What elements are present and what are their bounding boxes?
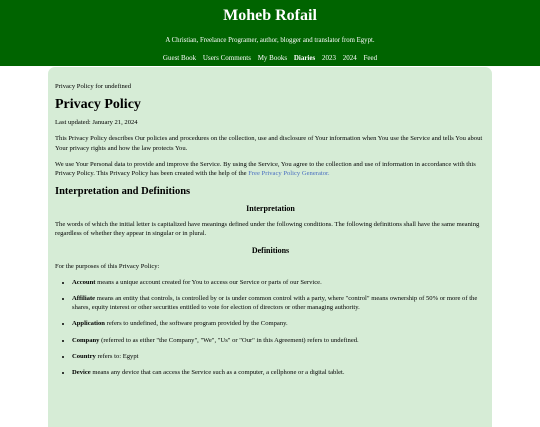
main-content (48, 67, 492, 427)
definition-text: refers to undefined, the software program provided by the Company. (104, 320, 288, 328)
section-title: Interpretation and Definitions (55, 186, 191, 198)
site-title[interactable]: Moheb Rofail (223, 7, 317, 24)
definition-text: refers to: Egypt (95, 352, 139, 360)
definition-term: Device (72, 369, 91, 377)
definition-term: Affiliate (72, 295, 96, 303)
definition-text: means an entity that controls, is controlled by or is under common control with a party, where "control" means ownership of 50% or more of the shares, equity interest or other securities entitled to vote for election of directors or other managing authority. (72, 295, 478, 312)
nav-2024[interactable]: 2024 (342, 54, 357, 62)
definitions-list (55, 278, 486, 377)
definitions-title: Definitions (251, 245, 290, 255)
definitions-intro: For the purposes of this Privacy Policy: (55, 262, 160, 270)
nav-diaries[interactable]: Diaries (293, 54, 316, 62)
site-description: A Christian, Freelance Programer, author, blogger and translator from Egypt. (165, 37, 375, 44)
list-item (72, 294, 486, 312)
site-header (0, 0, 540, 66)
list-item (72, 368, 486, 377)
nav-2023[interactable]: 2023 (321, 54, 336, 62)
definition-term: Country (72, 352, 96, 360)
definition-term: Account (72, 278, 96, 286)
list-item (72, 278, 486, 287)
definition-text: means a unique account created for You to access our Service or parts of our Service. (95, 278, 322, 286)
nav-users-comments[interactable]: Users Comments (202, 54, 251, 62)
list-item (72, 352, 486, 361)
list-item (72, 336, 486, 345)
page-title: Privacy Policy (55, 97, 141, 113)
list-item (72, 319, 486, 328)
definition-text: (referred to as either "the Company", "We", "Us" or "Our" in this Agreement) refers to undefined. (99, 336, 359, 344)
last-updated: Last updated: January 21, 2024 (55, 119, 138, 127)
nav-feed[interactable]: Feed (363, 54, 378, 62)
interpretation-text: The words of which the initial letter is capitalized have meanings defined under the following conditions. The following definitions shall have the same meaning regardless of whether they appear in singular or in plural. (55, 221, 480, 238)
post-heading-line: Privacy Policy for undefined (55, 83, 131, 90)
nav-guest-book[interactable]: Guest Book (162, 54, 197, 62)
interpretation-title: Interpretation (246, 204, 295, 214)
intro-paragraph-2-text: We use Your Personal data to provide and improve the Service. By using the Service, You agree to the collection and use of information in accordance with this Privacy Policy. This Privacy Policy has been created with the help of the (55, 160, 476, 178)
site-nav (0, 54, 540, 63)
intro-paragraph-1: This Privacy Policy describes Our policies and procedures on the collection, use and disclosure of Your information when You use the Service and tells You about Your privacy rights and how the law protects You. (55, 135, 483, 152)
definition-term: Application (72, 320, 105, 328)
privacy-generator-link[interactable]: Free Privacy Policy Generator. (248, 170, 330, 178)
definition-text: means any device that can access the Service such as a computer, a cellphone or a digital tablet. (90, 369, 345, 377)
definition-term: Company (72, 336, 100, 344)
nav-my-books[interactable]: My Books (257, 54, 288, 62)
intro-paragraph-2 (55, 160, 486, 178)
